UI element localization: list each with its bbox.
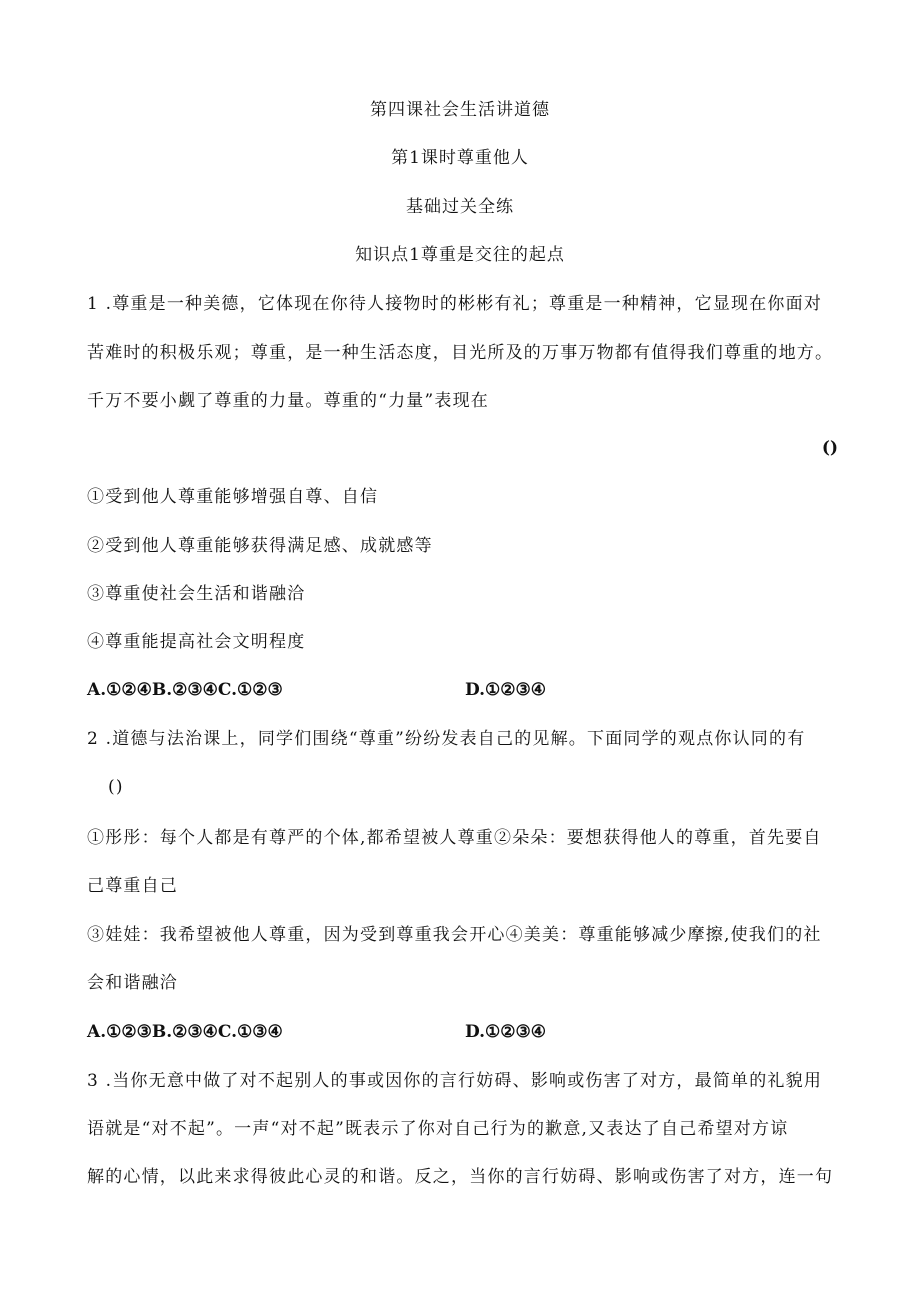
q1-stem-line-2: 苦难时的积极乐观；尊重，是一种生活态度，目光所及的万事万物都有值得我们尊重的地方。	[87, 343, 834, 363]
q1-item-2: ②受到他人尊重能够获得满足感、成就感等	[87, 536, 433, 556]
q2-item-line-3: ③娃娃：我希望被他人尊重，因为受到尊重我会开心④美美：尊重能够减少摩擦,使我们的社	[87, 925, 822, 945]
q2-item-line-4: 会和谐融洽	[87, 973, 178, 993]
section-title: 基础过关全练	[406, 197, 514, 217]
q2-item-line-2: 己尊重自己	[87, 876, 178, 896]
q2-stem-line-1: 2 .道德与法治课上，同学们围绕“尊重”纷纷发表自己的见解。下面同学的观点你认同的有	[87, 729, 806, 749]
q3-stem-line-2: 语就是“对不起”。一声“对不起”既表示了你对自己行为的歉意,又表达了自己希望对方谅	[87, 1119, 789, 1139]
q1-options	[87, 678, 847, 702]
q1-stem-line-1: 1 .尊重是一种美德，它体现在你待人接物时的彬彬有礼；尊重是一种精神，它显现在你面对	[87, 294, 823, 314]
q2-options	[87, 1020, 847, 1044]
q2-option-d: D.①②③④	[465, 1022, 547, 1042]
q3-stem-line-3: 解的心情，以此来求得彼此心灵的和谐。反之，当你的言行妨碍、影响或伤害了对方，连一句	[87, 1167, 834, 1187]
q1-answer-blank: ()	[821, 438, 838, 458]
q1-item-4: ④尊重能提高社会文明程度	[87, 632, 306, 652]
q3-stem-line-1: 3 .当你无意中做了对不起别人的事或因你的言行妨碍、影响或伤害了对方，最简单的礼貌用	[87, 1071, 823, 1091]
q2-answer-blank: ()	[108, 777, 124, 797]
q1-item-3: ③尊重使社会生活和谐融洽	[87, 584, 306, 604]
q2-options-abc: A.①②③B.②③④C.①③④	[87, 1022, 283, 1042]
q1-item-1: ①受到他人尊重能够增强自尊、自信	[87, 487, 379, 507]
period-title: 第1课时尊重他人	[391, 148, 529, 168]
q1-options-abc: A.①②④B.②③④C.①②③	[87, 680, 283, 700]
knowledge-point-heading: 知识点1尊重是交往的起点	[355, 245, 565, 265]
q1-stem-line-3: 千万不要小觑了尊重的力量。尊重的“力量”表现在	[87, 391, 489, 411]
q2-item-line-1: ①彤彤：每个人都是有尊严的个体,都希望被人尊重②朵朵：要想获得他人的尊重，首先要自	[87, 828, 822, 848]
lesson-title: 第四课社会生活讲道德	[370, 100, 550, 120]
q1-option-d: D.①②③④	[465, 680, 547, 700]
